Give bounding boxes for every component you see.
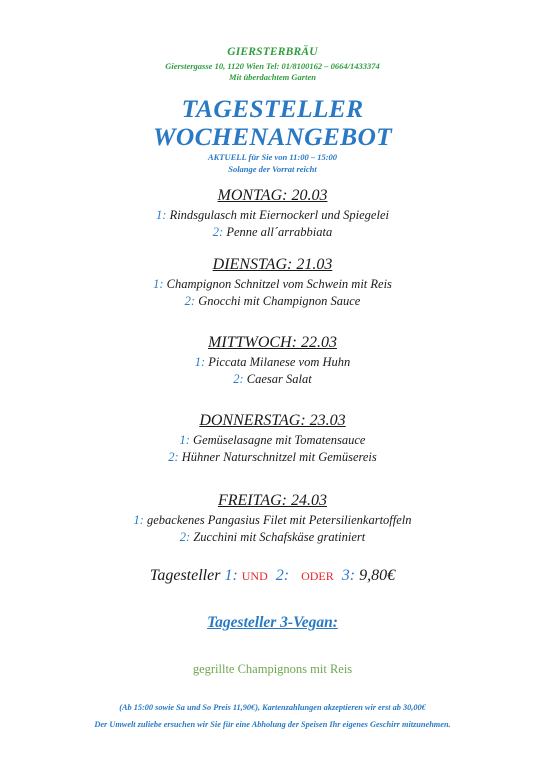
- vegan-heading: Tagesteller 3-Vegan:: [207, 614, 338, 631]
- dish-number: 1:: [133, 513, 144, 527]
- dish-number: 2:: [212, 225, 224, 239]
- dish-text: Hühner Naturschnitzel mit Gemüsereis: [178, 450, 377, 464]
- dish-number: 1:: [153, 277, 164, 291]
- day-heading-wednesday: MITTWOCH: 22.03: [208, 334, 337, 351]
- summary-label: Tagesteller: [149, 567, 225, 584]
- day-heading-monday: MONTAG: 20.03: [217, 187, 328, 204]
- dish-number: 1:: [194, 355, 206, 369]
- vorrat-note: Solange der Vorrat reicht: [228, 164, 317, 174]
- dish-wednesday-2: [0, 372, 545, 387]
- dish-number: 2:: [179, 530, 191, 544]
- summary-price: 9,80€: [359, 567, 396, 584]
- dish-tuesday-1: [0, 277, 545, 292]
- dish-text: gebackenes Pangasius Filet mit Petersilienkartoffeln: [143, 513, 412, 527]
- dish-friday-2: [0, 530, 545, 545]
- dish-text: Penne all´arrabbiata: [223, 225, 333, 239]
- summary-oder: ODER: [301, 569, 334, 583]
- summary-und: UND: [241, 569, 268, 583]
- price-summary: [0, 567, 545, 585]
- day-heading-tuesday: DIENSTAG: 21.03: [212, 256, 333, 273]
- dish-text: Zucchini mit Schafskäse gratiniert: [190, 530, 366, 544]
- footer-price-note: (Ab 15:00 sowie Sa und So Preis 11,90€), Kartenzahlungen akzeptieren wir erst ab 30,00€: [119, 703, 426, 712]
- dish-thursday-1: [0, 433, 545, 448]
- dish-thursday-2: [0, 450, 545, 465]
- dish-friday-1: [0, 513, 545, 528]
- dish-number: 2:: [184, 294, 196, 308]
- dish-monday-1: [0, 208, 545, 223]
- vegan-dish: gegrillte Champignons mit Reis: [192, 662, 353, 676]
- summary-number-2: 2:: [275, 567, 290, 584]
- dish-number: 2:: [168, 450, 179, 464]
- address-line: Gierstergasse 10, 1120 Wien Tel: 01/8100162 – 0664/1433374: [165, 61, 380, 71]
- dish-number: 1:: [156, 208, 167, 222]
- title-tagesteller: TAGESTELLER: [181, 94, 364, 123]
- dish-tuesday-2: [0, 294, 545, 309]
- dish-number: 1:: [179, 433, 190, 447]
- dish-text: Champignon Schnitzel vom Schwein mit Reis: [163, 277, 392, 291]
- footer-environment-note: Der Umwelt zuliebe ersuchen wir Sie für eine Abholung der Speisen Ihr eigenes Geschirr mitzunehmen.: [94, 720, 451, 729]
- title-wochenangebot: WOCHENANGEBOT: [152, 122, 393, 151]
- dish-number: 2:: [233, 372, 244, 386]
- summary-number-3: 3:: [341, 567, 356, 584]
- summary-number-1: 1:: [224, 567, 238, 584]
- dish-text: Gnocchi mit Champignon Sauce: [195, 294, 361, 308]
- dish-monday-2: [0, 225, 545, 240]
- dish-text: Rindsgulasch mit Eiernockerl und Spiegelei: [166, 208, 389, 222]
- day-heading-friday: FREITAG: 24.03: [217, 492, 327, 509]
- dish-wednesday-1: [0, 355, 545, 370]
- day-heading-thursday: DONNERSTAG: 23.03: [199, 412, 346, 429]
- dish-text: Caesar Salat: [243, 372, 312, 386]
- aktuell-note: AKTUELL für Sie von 11:00 – 15:00: [207, 152, 338, 162]
- garden-note: Mit überdachtem Garten: [229, 72, 316, 82]
- dish-text: Piccata Milanese vom Huhn: [205, 355, 351, 369]
- dish-text: Gemüselasagne mit Tomatensauce: [189, 433, 366, 447]
- brand-name: GIERSTERBRÄU: [227, 46, 318, 58]
